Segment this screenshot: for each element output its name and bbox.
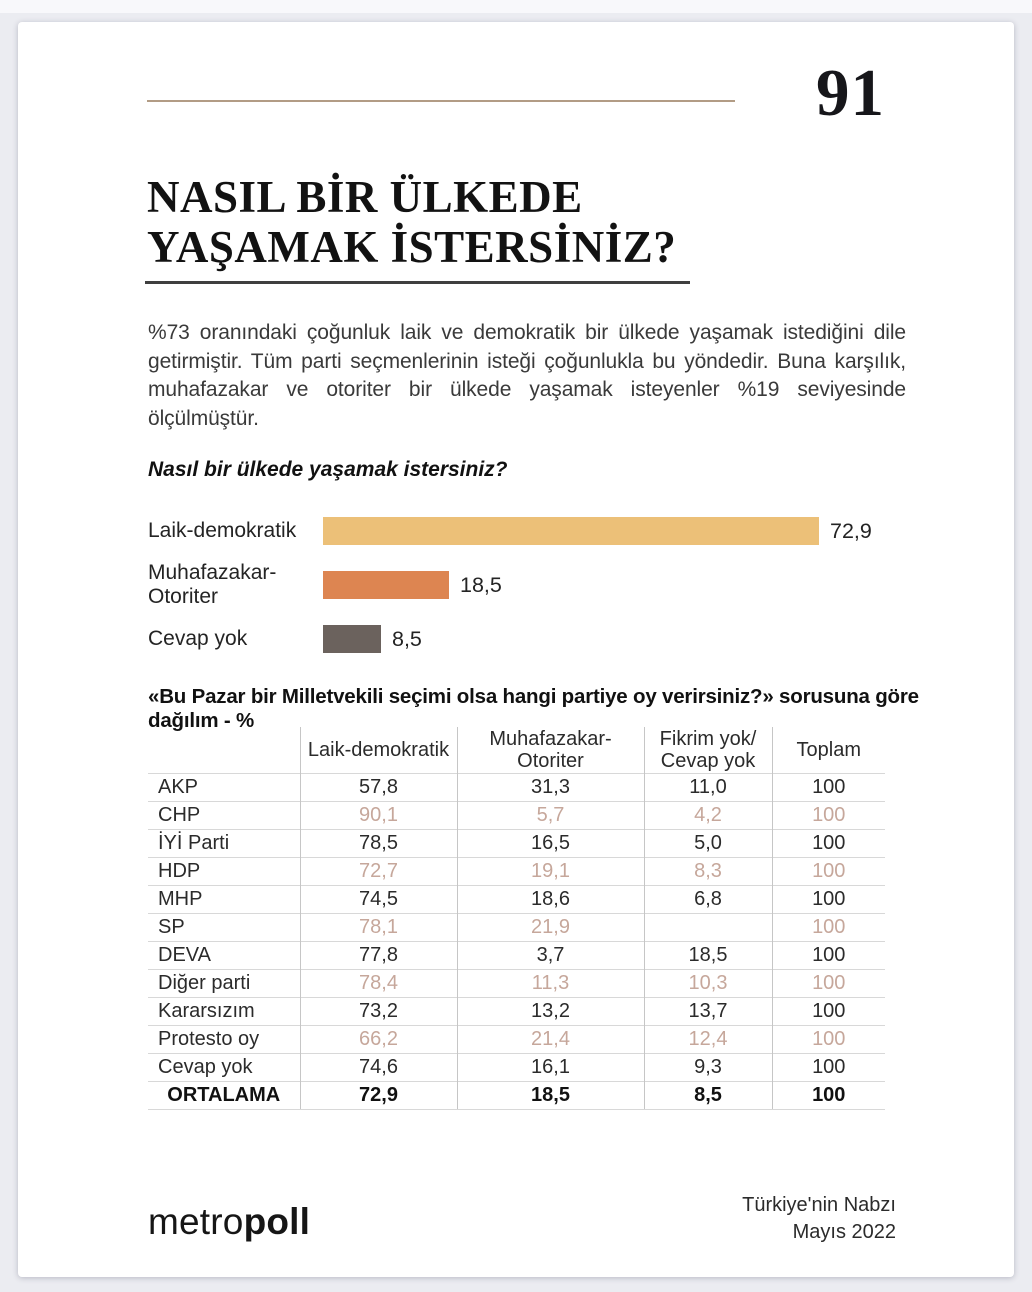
viewer-top-strip <box>0 0 1032 13</box>
cell-value <box>644 913 772 941</box>
header-fikrim-yok: Fikrim yok/ Cevap yok <box>644 727 772 773</box>
cell-value: 78,1 <box>300 913 457 941</box>
cell-value: 100 <box>772 829 885 857</box>
party-label: ORTALAMA <box>148 1081 300 1109</box>
bar-label: Laik-demokratik <box>148 519 297 542</box>
logo-metro: metro <box>148 1201 244 1242</box>
party-label: İYİ Parti <box>148 829 300 857</box>
bar-laik-demokratik <box>323 517 819 545</box>
cell-value: 5,7 <box>457 801 644 829</box>
cell-value: 13,2 <box>457 997 644 1025</box>
report-page <box>18 22 1014 1277</box>
table-row-sp <box>148 913 885 941</box>
cell-value: 16,5 <box>457 829 644 857</box>
cell-value: 100 <box>772 997 885 1025</box>
cell-value: 100 <box>772 857 885 885</box>
cell-value: 18,5 <box>457 1081 644 1109</box>
cell-value: 72,7 <box>300 857 457 885</box>
cell-value: 11,0 <box>644 773 772 801</box>
cell-value: 4,2 <box>644 801 772 829</box>
party-label: SP <box>148 913 300 941</box>
cell-value: 12,4 <box>644 1025 772 1053</box>
table-row-chp <box>148 801 885 829</box>
cell-value: 100 <box>772 1053 885 1081</box>
intro-paragraph: %73 oranındaki çoğunluk laik ve demokratik bir ülkede yaşamak istediğini dile getirmiştir. Tüm parti seçmenlerinin isteği çoğunlukla bu yöndedir. Buna karşılık, muhafazakar ve otoriter bir ülkede yaşamak isteyenler %19 seviyesinde ölçülmüştür. <box>148 321 906 430</box>
table-row-iyi-parti <box>148 829 885 857</box>
bar-muhafazakar-otoriter <box>323 571 449 599</box>
footer-tagline-line2: Mayıs 2022 <box>792 1221 896 1243</box>
page-title-line1: NASIL BİR ÜLKEDE <box>147 172 583 222</box>
page-title-line2: YAŞAMAK İSTERSİNİZ? <box>147 222 677 272</box>
bar-cevap-yok <box>323 625 381 653</box>
cell-value: 5,0 <box>644 829 772 857</box>
party-label: MHP <box>148 885 300 913</box>
party-label: Protesto oy <box>148 1025 300 1053</box>
cell-value: 90,1 <box>300 801 457 829</box>
bar-label: Cevap yok <box>148 627 248 650</box>
party-label: Kararsızım <box>148 997 300 1025</box>
header-empty <box>148 727 300 773</box>
cell-value: 100 <box>772 885 885 913</box>
table-row-akp <box>148 773 885 801</box>
bar-value: 18,5 <box>460 572 502 597</box>
bar-row-muhafazakar-otoriter <box>148 561 938 608</box>
cell-value: 19,1 <box>457 857 644 885</box>
bar-value: 8,5 <box>392 626 422 651</box>
page-number: 91 <box>816 56 885 130</box>
title-underline <box>145 281 690 284</box>
cell-value: 100 <box>772 913 885 941</box>
cell-value: 8,5 <box>644 1081 772 1109</box>
footer-tagline-line1: Türkiye'nin Nabzı <box>742 1194 896 1216</box>
cell-value: 11,3 <box>457 969 644 997</box>
page-title <box>147 172 847 272</box>
cell-value: 100 <box>772 1081 885 1109</box>
cell-value: 100 <box>772 941 885 969</box>
cell-value: 78,4 <box>300 969 457 997</box>
cell-value: 8,3 <box>644 857 772 885</box>
cell-value: 9,3 <box>644 1053 772 1081</box>
chart-title: Nasıl bir ülkede yaşamak istersiniz? <box>148 458 508 481</box>
cell-value: 78,5 <box>300 829 457 857</box>
cell-value: 100 <box>772 801 885 829</box>
party-distribution-table <box>148 727 885 1110</box>
cell-value: 18,5 <box>644 941 772 969</box>
header-toplam: Toplam <box>772 727 885 773</box>
bar-value: 72,9 <box>830 518 872 543</box>
cell-value: 74,6 <box>300 1053 457 1081</box>
cell-value: 100 <box>772 1025 885 1053</box>
metropoll-logo <box>148 1202 310 1242</box>
table-row-cevap-yok <box>148 1053 885 1081</box>
cell-value: 3,7 <box>457 941 644 969</box>
cell-value: 73,2 <box>300 997 457 1025</box>
header-laik-demokratik: Laik-demokratik <box>300 727 457 773</box>
cell-value: 21,9 <box>457 913 644 941</box>
party-label: HDP <box>148 857 300 885</box>
table-row-ortalama <box>148 1081 885 1109</box>
cell-value: 10,3 <box>644 969 772 997</box>
cell-value: 13,7 <box>644 997 772 1025</box>
party-label: AKP <box>148 773 300 801</box>
cell-value: 18,6 <box>457 885 644 913</box>
table-row-protesto-oy <box>148 1025 885 1053</box>
cell-value: 57,8 <box>300 773 457 801</box>
cell-value: 100 <box>772 773 885 801</box>
table-header-row <box>148 727 885 773</box>
party-label: Diğer parti <box>148 969 300 997</box>
cell-value: 77,8 <box>300 941 457 969</box>
header-rule <box>147 100 735 102</box>
party-label: DEVA <box>148 941 300 969</box>
party-label: Cevap yok <box>148 1053 300 1081</box>
table-heading: «Bu Pazar bir Milletvekili seçimi olsa hangi partiye oy verirsiniz?» sorusuna göre dağılım - % <box>148 685 919 732</box>
cell-value: 72,9 <box>300 1081 457 1109</box>
cell-value: 66,2 <box>300 1025 457 1053</box>
table-row-deva <box>148 941 885 969</box>
logo-poll: poll <box>243 1201 311 1242</box>
header-muhafazakar-otoriter: Muhafazakar-Otoriter <box>457 727 644 773</box>
cell-value: 31,3 <box>457 773 644 801</box>
table-row-diger-parti <box>148 969 885 997</box>
table-row-kararsizim <box>148 997 885 1025</box>
cell-value: 21,4 <box>457 1025 644 1053</box>
party-label: CHP <box>148 801 300 829</box>
bar-label: Muhafazakar-Otoriter <box>148 561 277 608</box>
cell-value: 100 <box>772 969 885 997</box>
cell-value: 16,1 <box>457 1053 644 1081</box>
cell-value: 74,5 <box>300 885 457 913</box>
cell-value: 6,8 <box>644 885 772 913</box>
bar-row-laik-demokratik <box>148 517 938 545</box>
table-row-mhp <box>148 885 885 913</box>
footer-tagline <box>596 1192 896 1246</box>
bar-chart <box>148 517 938 679</box>
table-row-hdp <box>148 857 885 885</box>
bar-row-cevap-yok <box>148 625 938 653</box>
